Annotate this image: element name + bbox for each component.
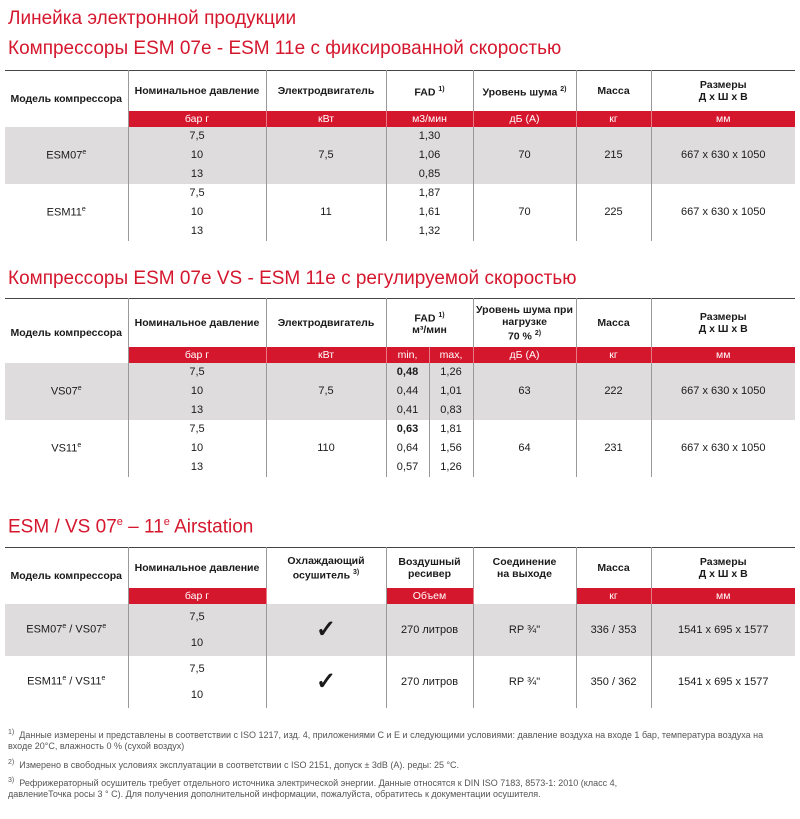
motor-value: 11 [266, 184, 386, 241]
check-icon: ✓ [266, 656, 386, 708]
header-fad [386, 71, 473, 111]
model-name: VS11 [51, 442, 78, 455]
fad-max-value: 1,26 [429, 458, 473, 477]
header-dryer-line1: Охлаждающий [287, 554, 365, 567]
footnote-3 [8, 775, 648, 800]
fad-max-value: 0,83 [429, 401, 473, 420]
pressure-value: 7,5 [128, 604, 266, 630]
fad-min-value: 0,63 [386, 420, 429, 439]
model-sup-a: e [62, 623, 67, 631]
header-model: Модель компрессора [5, 548, 128, 604]
header-noise [473, 71, 576, 111]
pressure-value: 13 [128, 401, 266, 420]
header-motor: Электродвигатель [266, 71, 386, 111]
unit-fad: м3/мин [386, 111, 473, 127]
mass-value: 225 [576, 184, 651, 241]
unit-receiver: Объем [386, 588, 473, 604]
dims-value: 1541 x 695 x 1577 [651, 604, 795, 656]
receiver-value: 270 литров [386, 604, 473, 656]
footnote-ref-1: 1) [438, 85, 445, 93]
noise-value: 64 [473, 420, 576, 477]
table-row [5, 127, 795, 146]
receiver-value: 270 литров [386, 656, 473, 708]
footnote-1 [8, 727, 778, 752]
pressure-value: 10 [128, 630, 266, 656]
mass-value: 336 / 353 [576, 604, 651, 656]
pressure-value: 7,5 [128, 363, 266, 382]
table-row [5, 363, 795, 382]
fad-min-value: 0,41 [386, 401, 429, 420]
footnote-ref-2: 2) [534, 329, 542, 337]
airstation-heading-sup1: e [116, 516, 123, 528]
header-dims-line1: Размеры [699, 555, 747, 568]
table-row [5, 656, 795, 682]
footnote-ref-3: 3) [352, 568, 360, 576]
connection-value: RP ¾" [473, 656, 576, 708]
header-model: Модель компрессора [5, 71, 128, 127]
model-sup-a: e [62, 675, 67, 683]
header-dims-line2: Д x Ш x В [698, 567, 748, 580]
header-pressure: Номинальное давление [128, 71, 266, 111]
fad-value: 1,06 [386, 146, 473, 165]
header-dims [651, 548, 795, 588]
fad-value: 1,61 [386, 203, 473, 222]
header-receiver [386, 548, 473, 588]
model-sup: e [81, 205, 86, 213]
model-name: ESM11 [46, 206, 82, 219]
header-motor: Электродвигатель [266, 299, 386, 347]
unit-dims: мм [651, 588, 795, 604]
unit-mass: кг [576, 347, 651, 363]
header-pressure: Номинальное давление [128, 299, 266, 347]
header-dims-line1: Размеры [699, 310, 747, 323]
noise-value: 70 [473, 184, 576, 241]
mass-value: 231 [576, 420, 651, 477]
fad-min-value: 0,48 [386, 363, 429, 382]
model-name-a: ESM07 [26, 623, 63, 636]
table-row [5, 420, 795, 439]
header-mass: Масса [576, 71, 651, 111]
noise-value: 70 [473, 127, 576, 184]
unit-noise: дБ (A) [473, 347, 576, 363]
airstation-table [5, 547, 795, 708]
unit-dims: мм [651, 347, 795, 363]
header-fad-line1 [387, 310, 473, 325]
motor-value: 110 [266, 420, 386, 477]
header-dims-line2: Д x Ш x В [698, 322, 748, 335]
airstation-heading-part3: Airstation [169, 516, 254, 538]
pressure-value: 7,5 [128, 184, 266, 203]
header-noise-label: Уровень шума [482, 86, 558, 98]
fad-value: 0,85 [386, 165, 473, 184]
header-fad-label: FAD [414, 86, 436, 98]
motor-value: 7,5 [266, 127, 386, 184]
unit-pressure: бар г [128, 347, 266, 363]
model-cell [5, 363, 128, 420]
pressure-value: 10 [128, 682, 266, 708]
fixed-speed-heading: Компрессоры ESM 07e - ESM 11e с фиксированной скоростью [8, 38, 562, 59]
fad-max-value: 1,01 [429, 382, 473, 401]
model-name-b: VS11 [75, 675, 102, 688]
header-connection-line2: на выходе [497, 567, 552, 580]
header-noise-load: 70 % [507, 330, 532, 342]
header-connection [473, 548, 576, 588]
header-noise [473, 299, 576, 347]
motor-value: 7,5 [266, 363, 386, 420]
header-connection-line1: Соединение [492, 555, 557, 568]
model-name-a: ESM11 [27, 675, 63, 688]
header-mass: Масса [576, 299, 651, 347]
mass-value: 215 [576, 127, 651, 184]
model-cell [5, 656, 128, 708]
header-mass: Масса [576, 548, 651, 588]
fad-max-value: 1,56 [429, 439, 473, 458]
header-dims [651, 299, 795, 347]
fad-min-value: 0,64 [386, 439, 429, 458]
unit-dims: мм [651, 111, 795, 127]
unit-fad-max: max, [429, 347, 473, 363]
header-dims-line1: Размеры [699, 78, 747, 91]
fad-value: 1,30 [386, 127, 473, 146]
variable-speed-table [5, 298, 795, 477]
model-cell [5, 127, 128, 184]
airstation-heading-part1: ESM / VS 07 [8, 516, 117, 538]
model-separator: / [66, 623, 76, 636]
model-cell [5, 604, 128, 656]
header-fad-label: FAD [414, 312, 436, 324]
pressure-value: 7,5 [128, 420, 266, 439]
unit-fad-min: min, [386, 347, 429, 363]
footnote-mark: 1) [8, 729, 15, 736]
unit-dryer-blank [266, 588, 386, 604]
header-noise-line2: нагрузке [502, 315, 547, 328]
footnote-mark: 3) [8, 777, 15, 784]
unit-motor: кВт [266, 111, 386, 127]
model-name-b: VS07 [75, 623, 103, 636]
mass-value: 222 [576, 363, 651, 420]
header-receiver-line1: Воздушный [398, 555, 461, 568]
header-dryer [266, 548, 386, 588]
footnote-2 [8, 757, 778, 771]
footnote-ref-1: 1) [438, 311, 445, 319]
dims-value: 667 x 630 x 1050 [651, 184, 795, 241]
variable-speed-heading: Компрессоры ESM 07e VS - ESM 11e с регулируемой скоростью [8, 268, 577, 289]
header-dryer-label: осушитель [292, 569, 351, 581]
pressure-value: 10 [128, 203, 266, 222]
footnote-text: Рефрижераторный осушитель требует отдельного источника электрической энергии. Данные относятся к DIN ISO 7183, 8573-1: 2010 (класс 4, давлениеТочка росы 3 ° C). Для получения дополнительной информации, пожалуйста, обратитесь к документации осушителя. [8, 778, 618, 799]
check-icon: ✓ [266, 604, 386, 656]
model-name: ESM07 [46, 149, 83, 162]
dims-value: 667 x 630 x 1050 [651, 127, 795, 184]
model-sup: e [77, 384, 82, 392]
fad-min-value: 0,57 [386, 458, 429, 477]
pressure-value: 10 [128, 382, 266, 401]
model-separator: / [66, 675, 76, 688]
noise-value: 63 [473, 363, 576, 420]
connection-value: RP ¾" [473, 604, 576, 656]
unit-pressure: бар г [128, 588, 266, 604]
model-sup-b: e [101, 675, 106, 683]
header-dims [651, 71, 795, 111]
header-pressure: Номинальное давление [128, 548, 266, 588]
model-sup: e [77, 441, 82, 449]
fad-max-value: 1,81 [429, 420, 473, 439]
header-dims-line2: Д x Ш x В [698, 90, 748, 103]
header-fad [386, 299, 473, 347]
dims-value: 1541 x 695 x 1577 [651, 656, 795, 708]
model-cell [5, 420, 128, 477]
footnote-text: Измерено в свободных условиях эксплуатации в соответствии с ISO 2151, допуск ± 3dB (A). реды: 25 °C. [19, 760, 460, 770]
footnote-mark: 2) [8, 759, 15, 766]
header-dryer-line2 [267, 567, 386, 582]
fad-value: 1,32 [386, 222, 473, 241]
airstation-heading-part2: – 11 [122, 516, 164, 538]
table-row [5, 184, 795, 203]
page-title: Линейка электронной продукции [8, 8, 297, 29]
model-cell [5, 184, 128, 241]
airstation-heading [8, 516, 253, 538]
fad-max-value: 1,26 [429, 363, 473, 382]
pressure-value: 10 [128, 146, 266, 165]
pressure-value: 7,5 [128, 656, 266, 682]
dims-value: 667 x 630 x 1050 [651, 363, 795, 420]
table-row [5, 604, 795, 630]
pressure-value: 13 [128, 458, 266, 477]
unit-motor: кВт [266, 347, 386, 363]
fad-value: 1,87 [386, 184, 473, 203]
pressure-value: 7,5 [128, 127, 266, 146]
header-fad-unit: м³/мин [412, 324, 447, 336]
unit-noise: дБ (A) [473, 111, 576, 127]
model-sup: e [82, 148, 87, 156]
header-model: Модель компрессора [5, 299, 128, 363]
dims-value: 667 x 630 x 1050 [651, 420, 795, 477]
mass-value: 350 / 362 [576, 656, 651, 708]
header-noise-line3 [474, 328, 576, 343]
header-noise-line1: Уровень шума при [476, 303, 573, 316]
model-name: VS07 [50, 385, 78, 398]
unit-mass: кг [576, 111, 651, 127]
pressure-value: 13 [128, 222, 266, 241]
unit-pressure: бар г [128, 111, 266, 127]
footnote-ref-2: 2) [560, 85, 567, 93]
fad-min-value: 0,44 [386, 382, 429, 401]
footnote-text: Данные измерены и представлены в соответствии с ISO 1217, изд. 4, приложениями C и E и следующими условиями: давление воздуха на входе 1 бар, температура воздуха на входе 20°C, влажность 0 % (сухой воздух) [8, 730, 764, 751]
fixed-speed-table [5, 70, 795, 241]
header-receiver-line2: ресивер [408, 567, 451, 580]
pressure-value: 13 [128, 165, 266, 184]
unit-mass: кг [576, 588, 651, 604]
model-sup-b: e [102, 623, 107, 631]
airstation-heading-sup2: e [163, 516, 170, 528]
pressure-value: 10 [128, 439, 266, 458]
unit-connection-blank [473, 588, 576, 604]
